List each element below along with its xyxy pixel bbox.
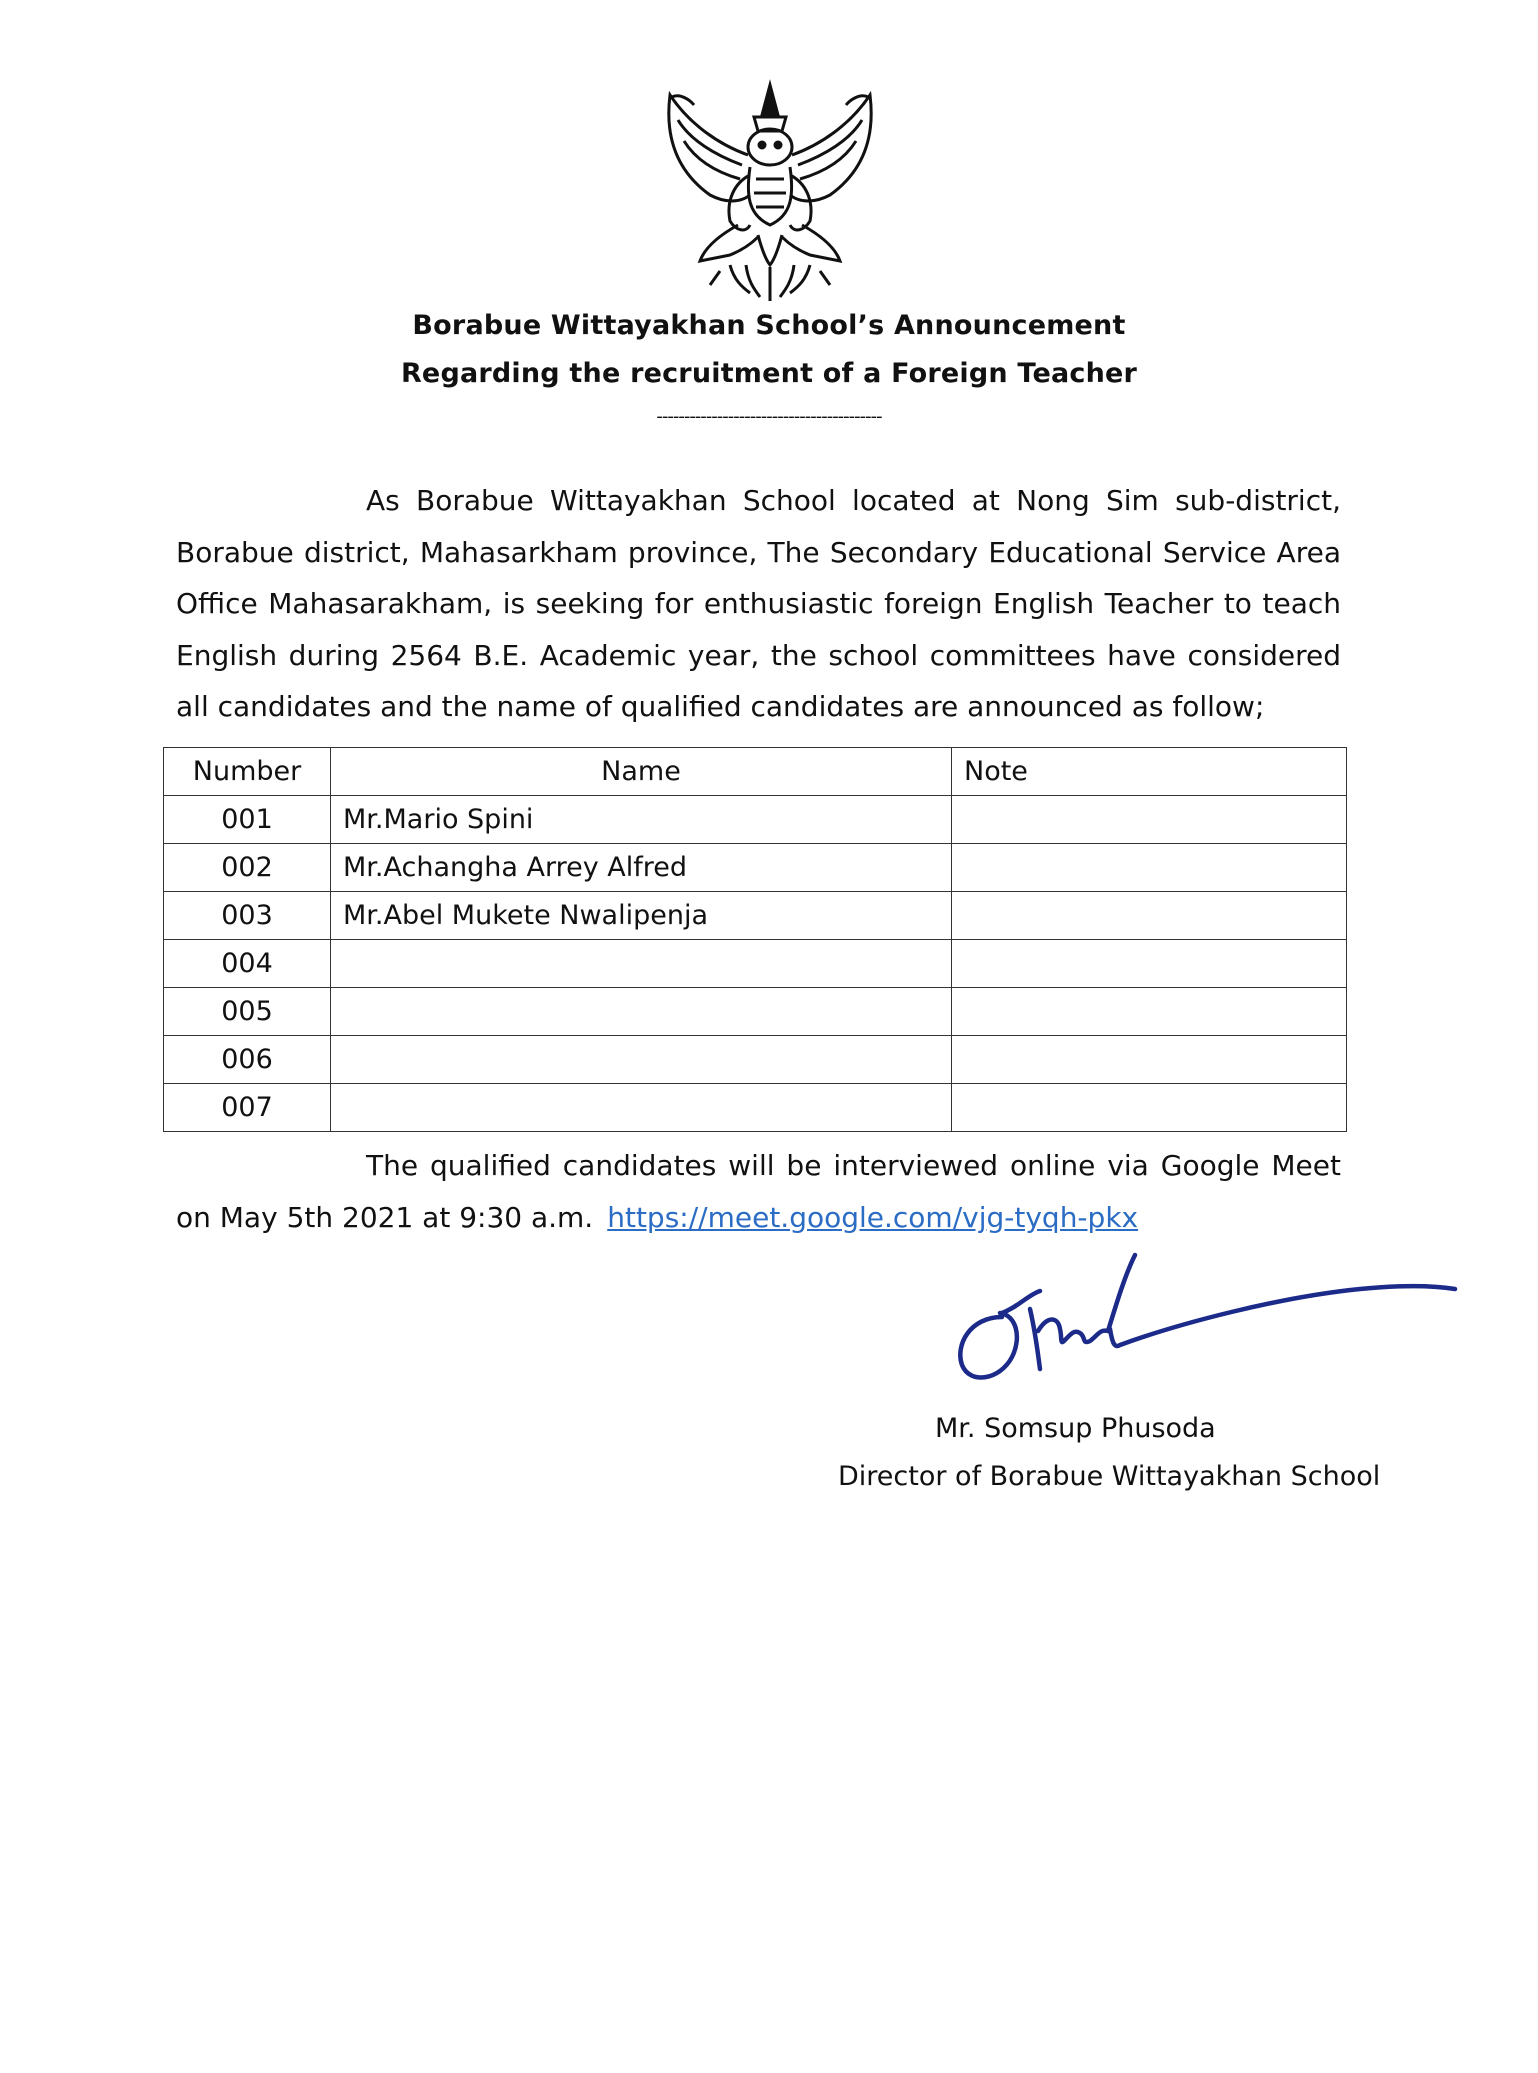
- cell-note: [952, 796, 1347, 844]
- google-meet-link[interactable]: https://meet.google.com/vjg-tyqh-pkx: [607, 1200, 1139, 1234]
- garuda-emblem-icon: [650, 75, 890, 307]
- table-row: [164, 988, 1347, 1036]
- announcement-title: Borabue Wittayakhan School’s Announcement: [412, 310, 1126, 341]
- cell-note: [952, 940, 1347, 988]
- table-row: [164, 796, 1347, 844]
- cell-number: 003: [164, 892, 331, 940]
- header-note: Note: [952, 748, 1347, 796]
- cell-name: [331, 1036, 952, 1084]
- cell-number: 007: [164, 1084, 331, 1132]
- cell-name: Mr.Mario Spini: [331, 796, 952, 844]
- header-number: Number: [164, 748, 331, 796]
- cell-name: Mr.Abel Mukete Nwalipenja: [331, 892, 952, 940]
- interview-text: The qualified candidates will be interviewed online via Google Meet on May 5th 2021 at 9:30 a.m.: [176, 1149, 1341, 1234]
- cell-number: 001: [164, 796, 331, 844]
- signature: [940, 1245, 1460, 1390]
- cell-number: 006: [164, 1036, 331, 1084]
- cell-note: [952, 844, 1347, 892]
- title-separator: -----------------------------------------: [656, 406, 882, 427]
- cell-number: 005: [164, 988, 331, 1036]
- cell-name: [331, 988, 952, 1036]
- table-row: [164, 844, 1347, 892]
- table-row: [164, 892, 1347, 940]
- intro-text: As Borabue Wittayakhan School located at Nong Sim sub-district, Borabue district, Mahasarkham province, The Secondary Educational Service Area Office Mahasarakham, is seeking for enthusiastic foreign English Teacher to teach English during 2564 B.E. Academic year, the school committees have considered all candidates and the name of qualified candidates are announced as follow;: [176, 484, 1341, 723]
- signer-name: Mr. Somsup Phusoda: [935, 1413, 1216, 1444]
- cell-note: [952, 988, 1347, 1036]
- cell-number: 002: [164, 844, 331, 892]
- table-row: [164, 1084, 1347, 1132]
- table-row: [164, 1036, 1347, 1084]
- cell-note: [952, 1084, 1347, 1132]
- announcement-subtitle: Regarding the recruitment of a Foreign Teacher: [400, 358, 1138, 389]
- table-header-row: [164, 748, 1347, 796]
- cell-note: [952, 1036, 1347, 1084]
- cell-name: Mr.Achangha Arrey Alfred: [331, 844, 952, 892]
- candidates-table: [163, 747, 1347, 1132]
- cell-note: [952, 892, 1347, 940]
- cell-name: [331, 940, 952, 988]
- signer-position: Director of Borabue Wittayakhan School: [838, 1461, 1381, 1492]
- table-row: [164, 940, 1347, 988]
- intro-paragraph: [176, 475, 1341, 733]
- interview-paragraph: [176, 1140, 1341, 1243]
- cell-number: 004: [164, 940, 331, 988]
- cell-name: [331, 1084, 952, 1132]
- header-name: Name: [331, 748, 952, 796]
